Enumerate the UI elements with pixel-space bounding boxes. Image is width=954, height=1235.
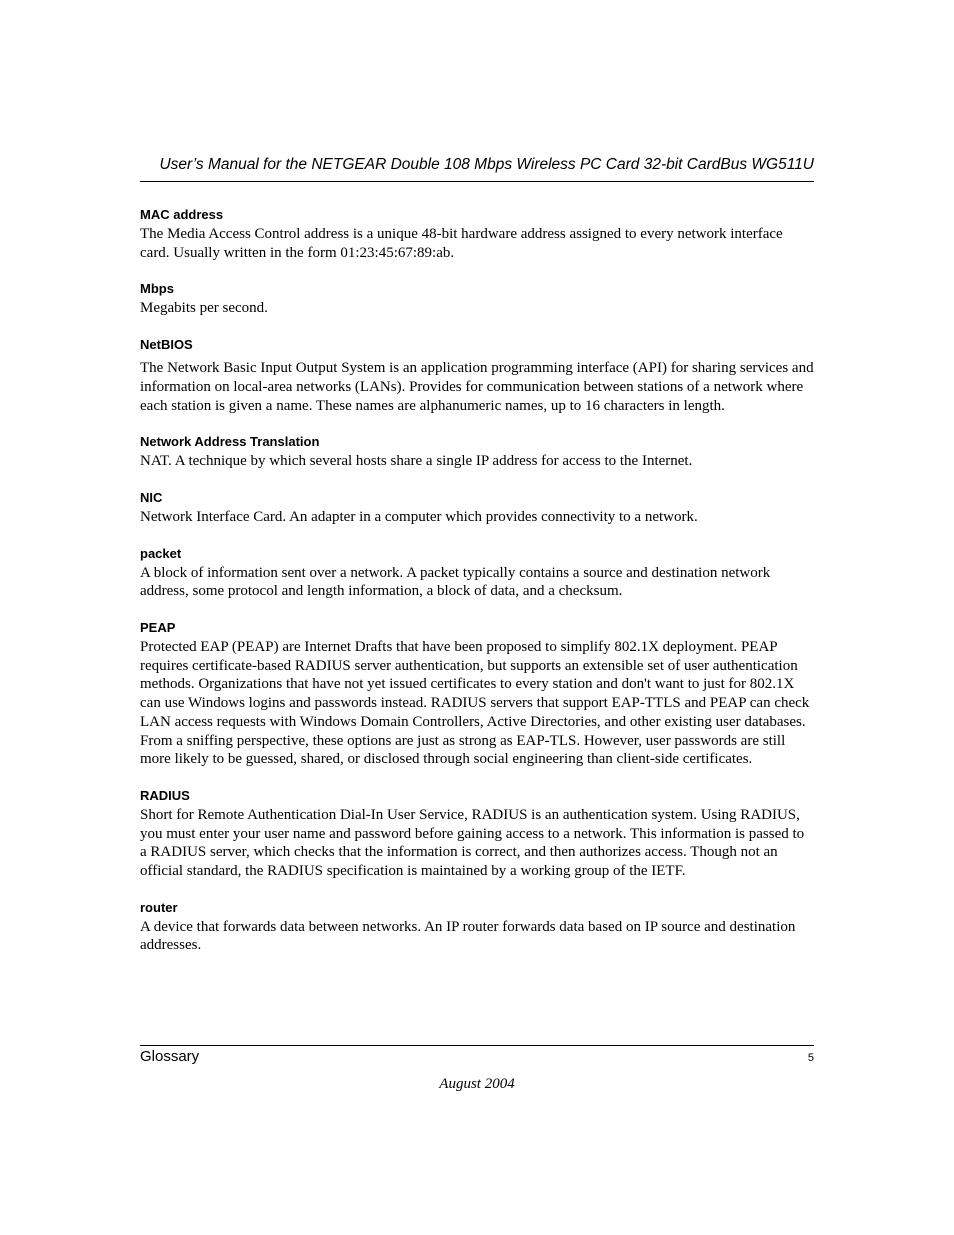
glossary-entry-packet: [140, 545, 814, 601]
footer-section-name: Glossary: [140, 1048, 200, 1065]
glossary-definition: Short for Remote Authentication Dial-In User Service, RADIUS is an authentication system. Using RADIUS, you must enter your user name and password before gaining access to a network. This information is passed to a RADIUS server, which checks that the information is correct, and then authorizes access. Though not an official standard, the RADIUS specification is maintained by a working group of the IETF.: [140, 806, 805, 880]
glossary-term: NIC: [140, 489, 163, 505]
glossary-term: Network Address Translation: [140, 434, 320, 450]
glossary-entry-radius: [140, 787, 814, 881]
glossary-definition: The Media Access Control address is a unique 48-bit hardware address assigned to every network interface card. Usually written in the form 01:23:45:67:89:ab.: [140, 226, 783, 261]
header-divider: [140, 181, 814, 182]
running-header: User’s Manual for the NETGEAR Double 108 Mbps Wireless PC Card 32-bit CardBus WG511U: [159, 156, 814, 173]
glossary-definition: NAT. A technique by which several hosts share a single IP address for access to the Internet.: [140, 453, 693, 470]
glossary-entry-nic: [140, 489, 814, 527]
glossary-term: router: [140, 899, 178, 915]
glossary-definition: Megabits per second.: [140, 300, 268, 317]
page-number: 5: [807, 1052, 814, 1064]
glossary-list: [140, 206, 814, 973]
glossary-definition: A device that forwards data between networks. An IP router forwards data based on IP source and destination addresses.: [140, 918, 796, 954]
glossary-entry-network-address-translation: [140, 433, 814, 471]
glossary-term: PEAP: [140, 620, 176, 636]
glossary-entry-netbios: [140, 336, 814, 415]
glossary-term: MAC address: [140, 207, 224, 222]
glossary-term: Mbps: [140, 281, 174, 297]
glossary-entry-mbps: [140, 280, 814, 318]
glossary-definition: Network Interface Card. An adapter in a computer which provides connectivity to a network.: [140, 508, 698, 525]
glossary-term: packet: [140, 545, 182, 561]
glossary-term: NetBIOS: [140, 337, 193, 353]
publication-date: August 2004: [439, 1076, 515, 1092]
glossary-term: RADIUS: [140, 787, 190, 803]
glossary-definition: The Network Basic Input Output System is an application programming interface (API) for sharing services and information on local-area networks (LANs). Provides for communication between stations of a network where each station is given a name. These names are alphanumeric names, up to 16 characters in length.: [140, 360, 814, 414]
glossary-entry-router: [140, 899, 814, 955]
footer-divider: [140, 1045, 814, 1046]
glossary-definition: A block of information sent over a network. A packet typically contains a source and destination network address, some protocol and length information, a block of data, and a checksum.: [140, 564, 771, 600]
glossary-entry-peap: [140, 619, 814, 769]
glossary-definition: Protected EAP (PEAP) are Internet Drafts that have been proposed to simplify 802.1X deployment. PEAP requires certificate-based RADIUS server authentication, but supports an extensible set of user authentication methods. Organizations that have not yet issued certificates to every station and don't want to just for 802.1X can use Windows logins and passwords instead. RADIUS servers that support EAP-TTLS and PEAP can check LAN access requests with Windows Domain Controllers, Active Directories, and other existing user databases. From a sniffing perspective, these options are just as strong as EAP-TLS. However, user passwords are still more likely to be guessed, shared, or disclosed through social engineering than client-side certificates.: [140, 639, 810, 768]
glossary-entry-mac-address: [140, 206, 814, 262]
